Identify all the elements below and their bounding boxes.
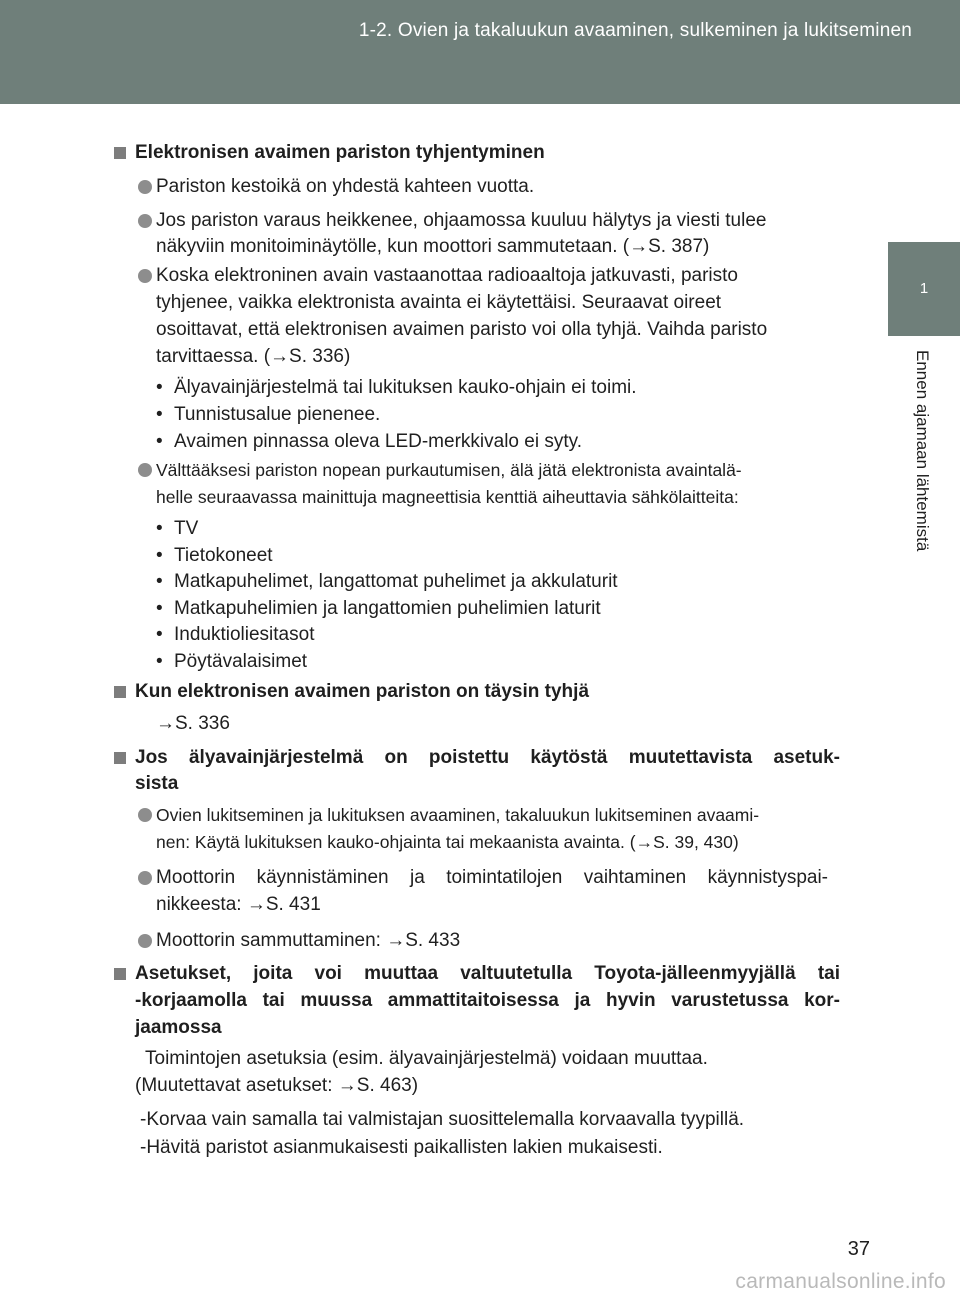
section-heading: Jos älyavainjärjestelmä on poistettu käytöstä muutettavista asetuk-: [135, 747, 840, 768]
list-item: Pöytävalaisimet: [174, 651, 308, 672]
paragraph-line: Moottorin sammuttaminen: →S. 433: [156, 930, 461, 951]
dot-bullet: •: [156, 431, 163, 452]
circle-bullet-icon: [138, 269, 152, 283]
list-item: Tunnistusalue pienenee.: [174, 404, 381, 425]
page-number: 37: [847, 1238, 870, 1260]
circle-bullet-icon: [138, 214, 152, 228]
list-item: Matkapuhelimien ja langattomien puhelimien laturit: [174, 598, 601, 619]
paragraph-line: Ovien lukitseminen ja lukituksen avaaminen, takaluukun lukitseminen avaami-: [156, 805, 760, 825]
section-heading: -korjaamolla tai muussa ammattitaitoisessa ja hyvin varustetussa kor-: [135, 990, 840, 1011]
list-item: Induktioliesitasot: [174, 624, 315, 645]
paragraph-line: nikkeesta: →S. 431: [156, 894, 321, 915]
watermark: carmanualsonline.info: [735, 1270, 946, 1293]
circle-bullet-icon: [138, 871, 152, 885]
paragraph-line: helle seuraavassa mainittuja magneettisia kenttiä aiheuttavia sähkölaitteita:: [156, 487, 739, 507]
dot-bullet: •: [156, 377, 163, 398]
section-heading: Elektronisen avaimen pariston tyhjentyminen: [135, 142, 545, 163]
dot-bullet: •: [156, 404, 163, 425]
circle-bullet-icon: [138, 934, 152, 948]
chapter-tab: [888, 242, 960, 336]
note-line: -Korvaa vain samalla tai valmistajan suosittelemalla korvaavalla tyypillä.: [140, 1109, 745, 1130]
paragraph-line: (Muutettavat asetukset: →S. 463): [135, 1075, 419, 1096]
paragraph-line: Moottorin käynnistäminen ja toimintatilojen vaihtaminen käynnistyspai-: [156, 867, 828, 888]
paragraph-line: tyhjenee, vaikka elektronista avainta ei käytettäisi. Seuraavat oireet: [156, 292, 722, 313]
page-reference: →S. 336: [156, 713, 230, 734]
section-title: 1-2. Ovien ja takaluukun avaaminen, sulkeminen ja lukitseminen: [358, 20, 912, 41]
list-item: Avaimen pinnassa oleva LED-merkkivalo ei syty.: [174, 431, 582, 452]
dot-bullet: •: [156, 624, 163, 645]
paragraph-line: Pariston kestoikä on yhdestä kahteen vuotta.: [156, 176, 535, 197]
page-header-band: [0, 0, 960, 104]
chapter-label: Ennen ajamaan lähtemistä: [913, 350, 932, 552]
section-heading: jaamossa: [135, 1017, 222, 1038]
square-bullet-icon: [114, 752, 126, 764]
paragraph-line: nen: Käytä lukituksen kauko-ohjainta tai mekaanista avainta. (→S. 39, 430): [156, 832, 739, 852]
section-heading: sista: [135, 773, 179, 794]
paragraph-line: Välttääksesi pariston nopean purkautumisen, älä jätä elektronista avaintalä-: [156, 460, 742, 480]
dot-bullet: •: [156, 518, 163, 539]
dot-bullet: •: [156, 571, 163, 592]
dot-bullet: •: [156, 651, 163, 672]
paragraph-line: osoittavat, että elektronisen avaimen paristo voi olla tyhjä. Vaihda paristo: [156, 319, 768, 340]
list-item: Matkapuhelimet, langattomat puhelimet ja akkulaturit: [174, 571, 618, 592]
list-item: Älyavainjärjestelmä tai lukituksen kauko-ohjain ei toimi.: [174, 377, 637, 398]
paragraph-line: Toimintojen asetuksia (esim. älyavainjärjestelmä) voidaan muuttaa.: [145, 1048, 708, 1069]
dot-bullet: •: [156, 598, 163, 619]
note-line: -Hävitä paristot asianmukaisesti paikallisten lakien mukaisesti.: [140, 1137, 663, 1158]
paragraph-line: näkyviin monitoiminäytölle, kun moottori sammutetaan. (→S. 387): [156, 236, 710, 257]
list-item: Tietokoneet: [174, 545, 273, 566]
paragraph-line: Jos pariston varaus heikkenee, ohjaamossa kuuluu hälytys ja viesti tulee: [156, 210, 767, 231]
square-bullet-icon: [114, 147, 126, 159]
paragraph-line: Koska elektroninen avain vastaanottaa radioaaltoja jatkuvasti, paristo: [156, 265, 738, 286]
section-heading: Kun elektronisen avaimen pariston on täysin tyhjä: [135, 681, 590, 702]
circle-bullet-icon: [138, 180, 152, 194]
circle-bullet-icon: [138, 808, 152, 822]
paragraph-line: tarvittaessa. (→S. 336): [156, 346, 351, 367]
chapter-number: 1: [919, 280, 929, 297]
section-heading: Asetukset, joita voi muuttaa valtuutetulla Toyota-jälleenmyyjällä tai: [135, 963, 840, 984]
dot-bullet: •: [156, 545, 163, 566]
square-bullet-icon: [114, 686, 126, 698]
list-item: TV: [174, 518, 199, 539]
square-bullet-icon: [114, 968, 126, 980]
circle-bullet-icon: [138, 463, 152, 477]
